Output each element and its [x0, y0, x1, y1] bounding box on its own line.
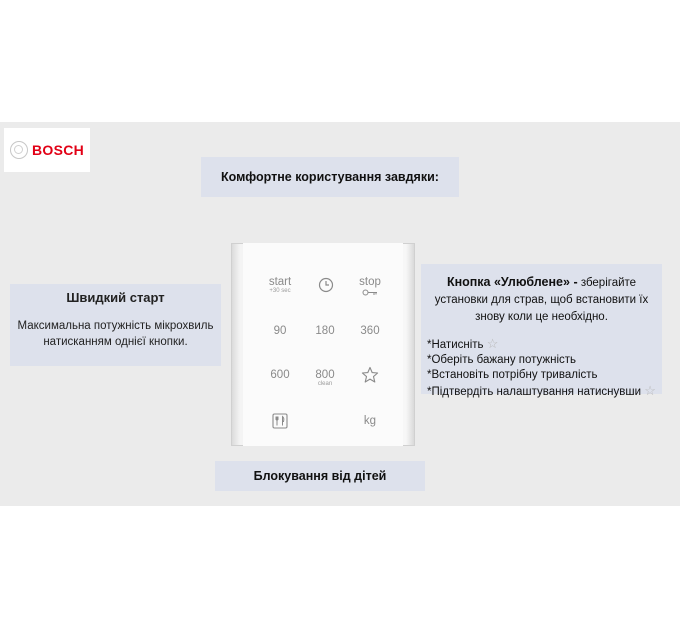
- power-600-button[interactable]: 600: [270, 369, 290, 381]
- clock-icon[interactable]: [318, 277, 334, 293]
- favorite-step-text: *Встановіть потрібну тривалість: [427, 369, 598, 381]
- power-180-button[interactable]: 180: [315, 325, 335, 337]
- cutlery-icon[interactable]: [272, 413, 288, 429]
- star-icon: ☆: [644, 383, 656, 398]
- favorite-description: зберігайте установки для страв, щоб встановити їх знову коли це необхідно.: [434, 277, 649, 323]
- start-label: start: [268, 276, 292, 288]
- favorite-box: [421, 264, 662, 398]
- control-panel-face: [243, 243, 403, 446]
- favorite-steps: [421, 336, 662, 400]
- favorite-step-text: *Оберіть бажану потужність: [427, 354, 577, 366]
- key-icon: [362, 289, 378, 296]
- power-360-button[interactable]: 360: [360, 325, 380, 337]
- bosch-logo: [4, 128, 90, 172]
- start-button[interactable]: [257, 276, 303, 295]
- stop-button[interactable]: [347, 276, 393, 296]
- start-sub-label: +30 sec: [269, 288, 291, 294]
- favorite-step: [427, 336, 662, 353]
- quick-start-description: Максимальна потужність мікрохвиль натисканням однієї кнопки.: [17, 320, 214, 348]
- favorite-heading: [421, 274, 662, 326]
- quick-start-title: Швидкий старт: [66, 290, 165, 305]
- favorite-title: Кнопка «Улюблене» -: [446, 275, 578, 289]
- stop-label: stop: [359, 276, 381, 288]
- favorite-step-text: *Підтвердіть налаштування натиснувши: [427, 386, 642, 398]
- favorite-step: [427, 353, 662, 368]
- favorite-step-text: *Натисніть: [427, 339, 484, 351]
- favorite-step: [427, 383, 662, 400]
- power-800-button[interactable]: [302, 369, 348, 388]
- star-icon[interactable]: [361, 366, 379, 384]
- quick-start-box: [10, 284, 221, 366]
- star-icon: ☆: [486, 336, 499, 351]
- control-panel: [231, 243, 415, 446]
- child-lock-label: Блокування від дітей: [215, 461, 425, 491]
- bosch-ring-icon: [10, 141, 28, 159]
- power-90-button[interactable]: 90: [273, 325, 287, 337]
- headline: Комфортне користування завдяки:: [201, 157, 459, 197]
- weight-button[interactable]: kg: [363, 415, 377, 427]
- favorite-step: [427, 368, 662, 383]
- power-800-label: 800: [315, 369, 335, 381]
- clean-label: clean: [317, 381, 333, 387]
- brand-name: BOSCH: [32, 142, 85, 158]
